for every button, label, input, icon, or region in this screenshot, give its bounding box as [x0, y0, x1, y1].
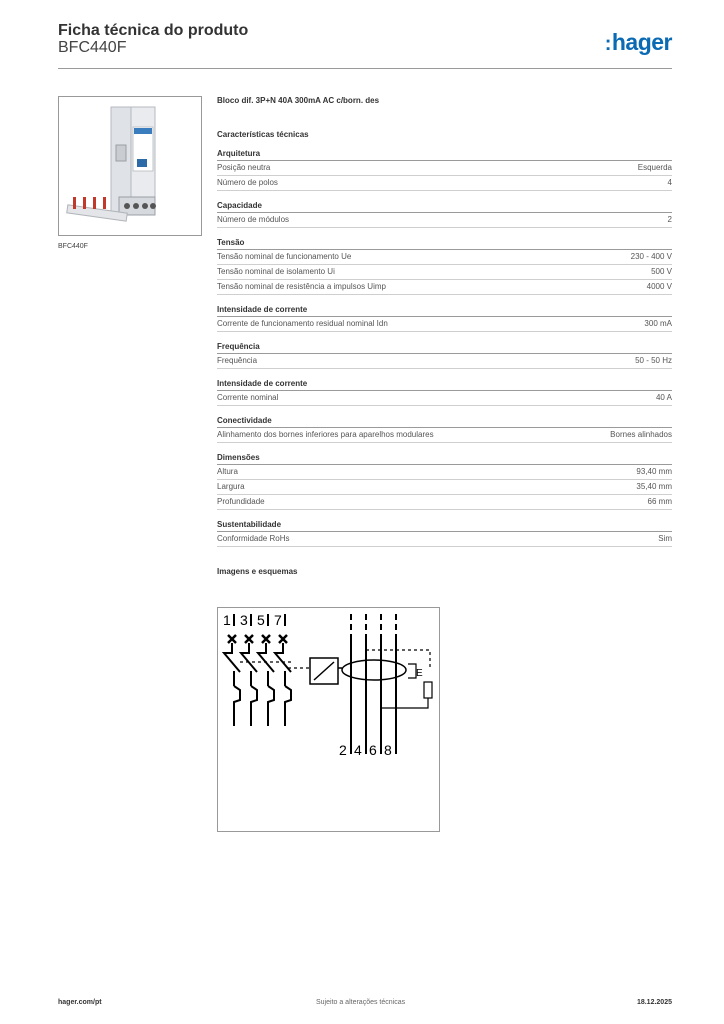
terminal-label: 5	[257, 612, 265, 628]
section-dimensoes	[217, 453, 672, 510]
footer-notice: Sujeito a alterações técnicas	[316, 999, 406, 1006]
section-title: Intensidade de corrente	[217, 379, 672, 391]
spec-value: 4	[667, 178, 672, 187]
section-capacidade	[217, 201, 672, 228]
section-intensidade-residual	[217, 305, 672, 332]
terminal-label: 8	[384, 742, 392, 758]
brand-logo: :hager	[604, 29, 672, 55]
product-image-caption: BFC440F	[58, 243, 88, 250]
spec-label: Frequência	[217, 356, 258, 365]
terminal-label: 2	[339, 742, 347, 758]
technical-sheet	[217, 96, 672, 576]
section-title: Capacidade	[217, 201, 672, 213]
spec-row	[217, 265, 672, 280]
spec-row	[217, 465, 672, 480]
spec-row	[217, 480, 672, 495]
spec-value: 40 A	[655, 393, 672, 402]
characteristics-heading: Características técnicas	[217, 130, 309, 139]
section-title: Conectividade	[217, 416, 672, 428]
terminal-label: 7	[274, 612, 282, 628]
section-frequencia	[217, 342, 672, 369]
spec-label: Profundidade	[217, 497, 265, 506]
product-illustration	[59, 97, 201, 235]
spec-row	[217, 213, 672, 228]
spec-value: 500 V	[651, 267, 672, 276]
spec-value: 4000 V	[646, 282, 672, 291]
spec-label: Conformidade RoHs	[217, 534, 290, 543]
terminal-label: 3	[240, 612, 248, 628]
top-terminal-labels	[223, 612, 282, 628]
spec-label: Tensão nominal de funcionamento Ue	[217, 252, 352, 261]
spec-row	[217, 495, 672, 510]
spec-row	[217, 161, 672, 176]
product-description: Bloco dif. 3P+N 40A 300mA AC c/born. des	[217, 96, 380, 105]
spec-row	[217, 532, 672, 547]
spec-label: Altura	[217, 467, 238, 476]
footer-website[interactable]: hager.com/pt	[58, 999, 102, 1006]
wiring-diagram	[217, 607, 440, 832]
spec-label: Alinhamento dos bornes inferiores para aparelhos modulares	[217, 430, 434, 439]
spec-label: Posição neutra	[217, 163, 271, 172]
spec-value: 93,40 mm	[636, 467, 672, 476]
section-title: Arquitetura	[217, 149, 672, 161]
section-title: Dimensões	[217, 453, 672, 465]
spec-value: Esquerda	[637, 163, 672, 172]
spec-label: Corrente de funcionamento residual nominal Idn	[217, 319, 388, 328]
section-sustentabilidade	[217, 520, 672, 547]
section-tensao	[217, 238, 672, 295]
spec-value: 300 mA	[644, 319, 672, 328]
product-image	[58, 96, 202, 236]
spec-value: 50 - 50 Hz	[635, 356, 672, 365]
product-reference: BFC440F	[58, 39, 127, 56]
section-conectividade	[217, 416, 672, 443]
footer-date: 18.12.2025	[636, 999, 672, 1006]
page-title: Ficha técnica do produto	[58, 22, 249, 39]
brand-logo-text: hager	[611, 29, 672, 55]
terminal-label: 4	[354, 742, 362, 758]
spec-label: Número de módulos	[217, 215, 290, 224]
spec-value: 66 mm	[647, 497, 672, 506]
spec-row	[217, 391, 672, 406]
terminal-label: 1	[223, 612, 231, 628]
spec-value: 230 - 400 V	[630, 252, 672, 261]
spec-label: Tensão nominal de resistência a impulsos Uimp	[217, 282, 386, 291]
images-heading: Imagens e esquemas	[217, 567, 298, 576]
spec-row	[217, 428, 672, 443]
wiring-schematic	[218, 608, 439, 831]
spec-value: 35,40 mm	[636, 482, 672, 491]
spec-row	[217, 280, 672, 295]
header-divider	[58, 68, 672, 69]
section-title: Intensidade de corrente	[217, 305, 672, 317]
terminal-label: 6	[369, 742, 377, 758]
section-arquitetura	[217, 149, 672, 191]
spec-row	[217, 317, 672, 332]
spec-label: Tensão nominal de isolamento Ui	[217, 267, 335, 276]
spec-value: Sim	[658, 534, 672, 543]
spec-row	[217, 354, 672, 369]
spec-label: Número de polos	[217, 178, 278, 187]
spec-label: Corrente nominal	[217, 393, 279, 402]
test-button-label: E	[416, 668, 423, 679]
section-title: Tensão	[217, 238, 672, 250]
section-title: Sustentabilidade	[217, 520, 672, 532]
spec-row	[217, 250, 672, 265]
section-intensidade-nominal	[217, 379, 672, 406]
spec-value: Bornes alinhados	[610, 430, 672, 439]
spec-row	[217, 176, 672, 191]
spec-label: Largura	[217, 482, 245, 491]
section-title: Frequência	[217, 342, 672, 354]
spec-value: 2	[667, 215, 672, 224]
